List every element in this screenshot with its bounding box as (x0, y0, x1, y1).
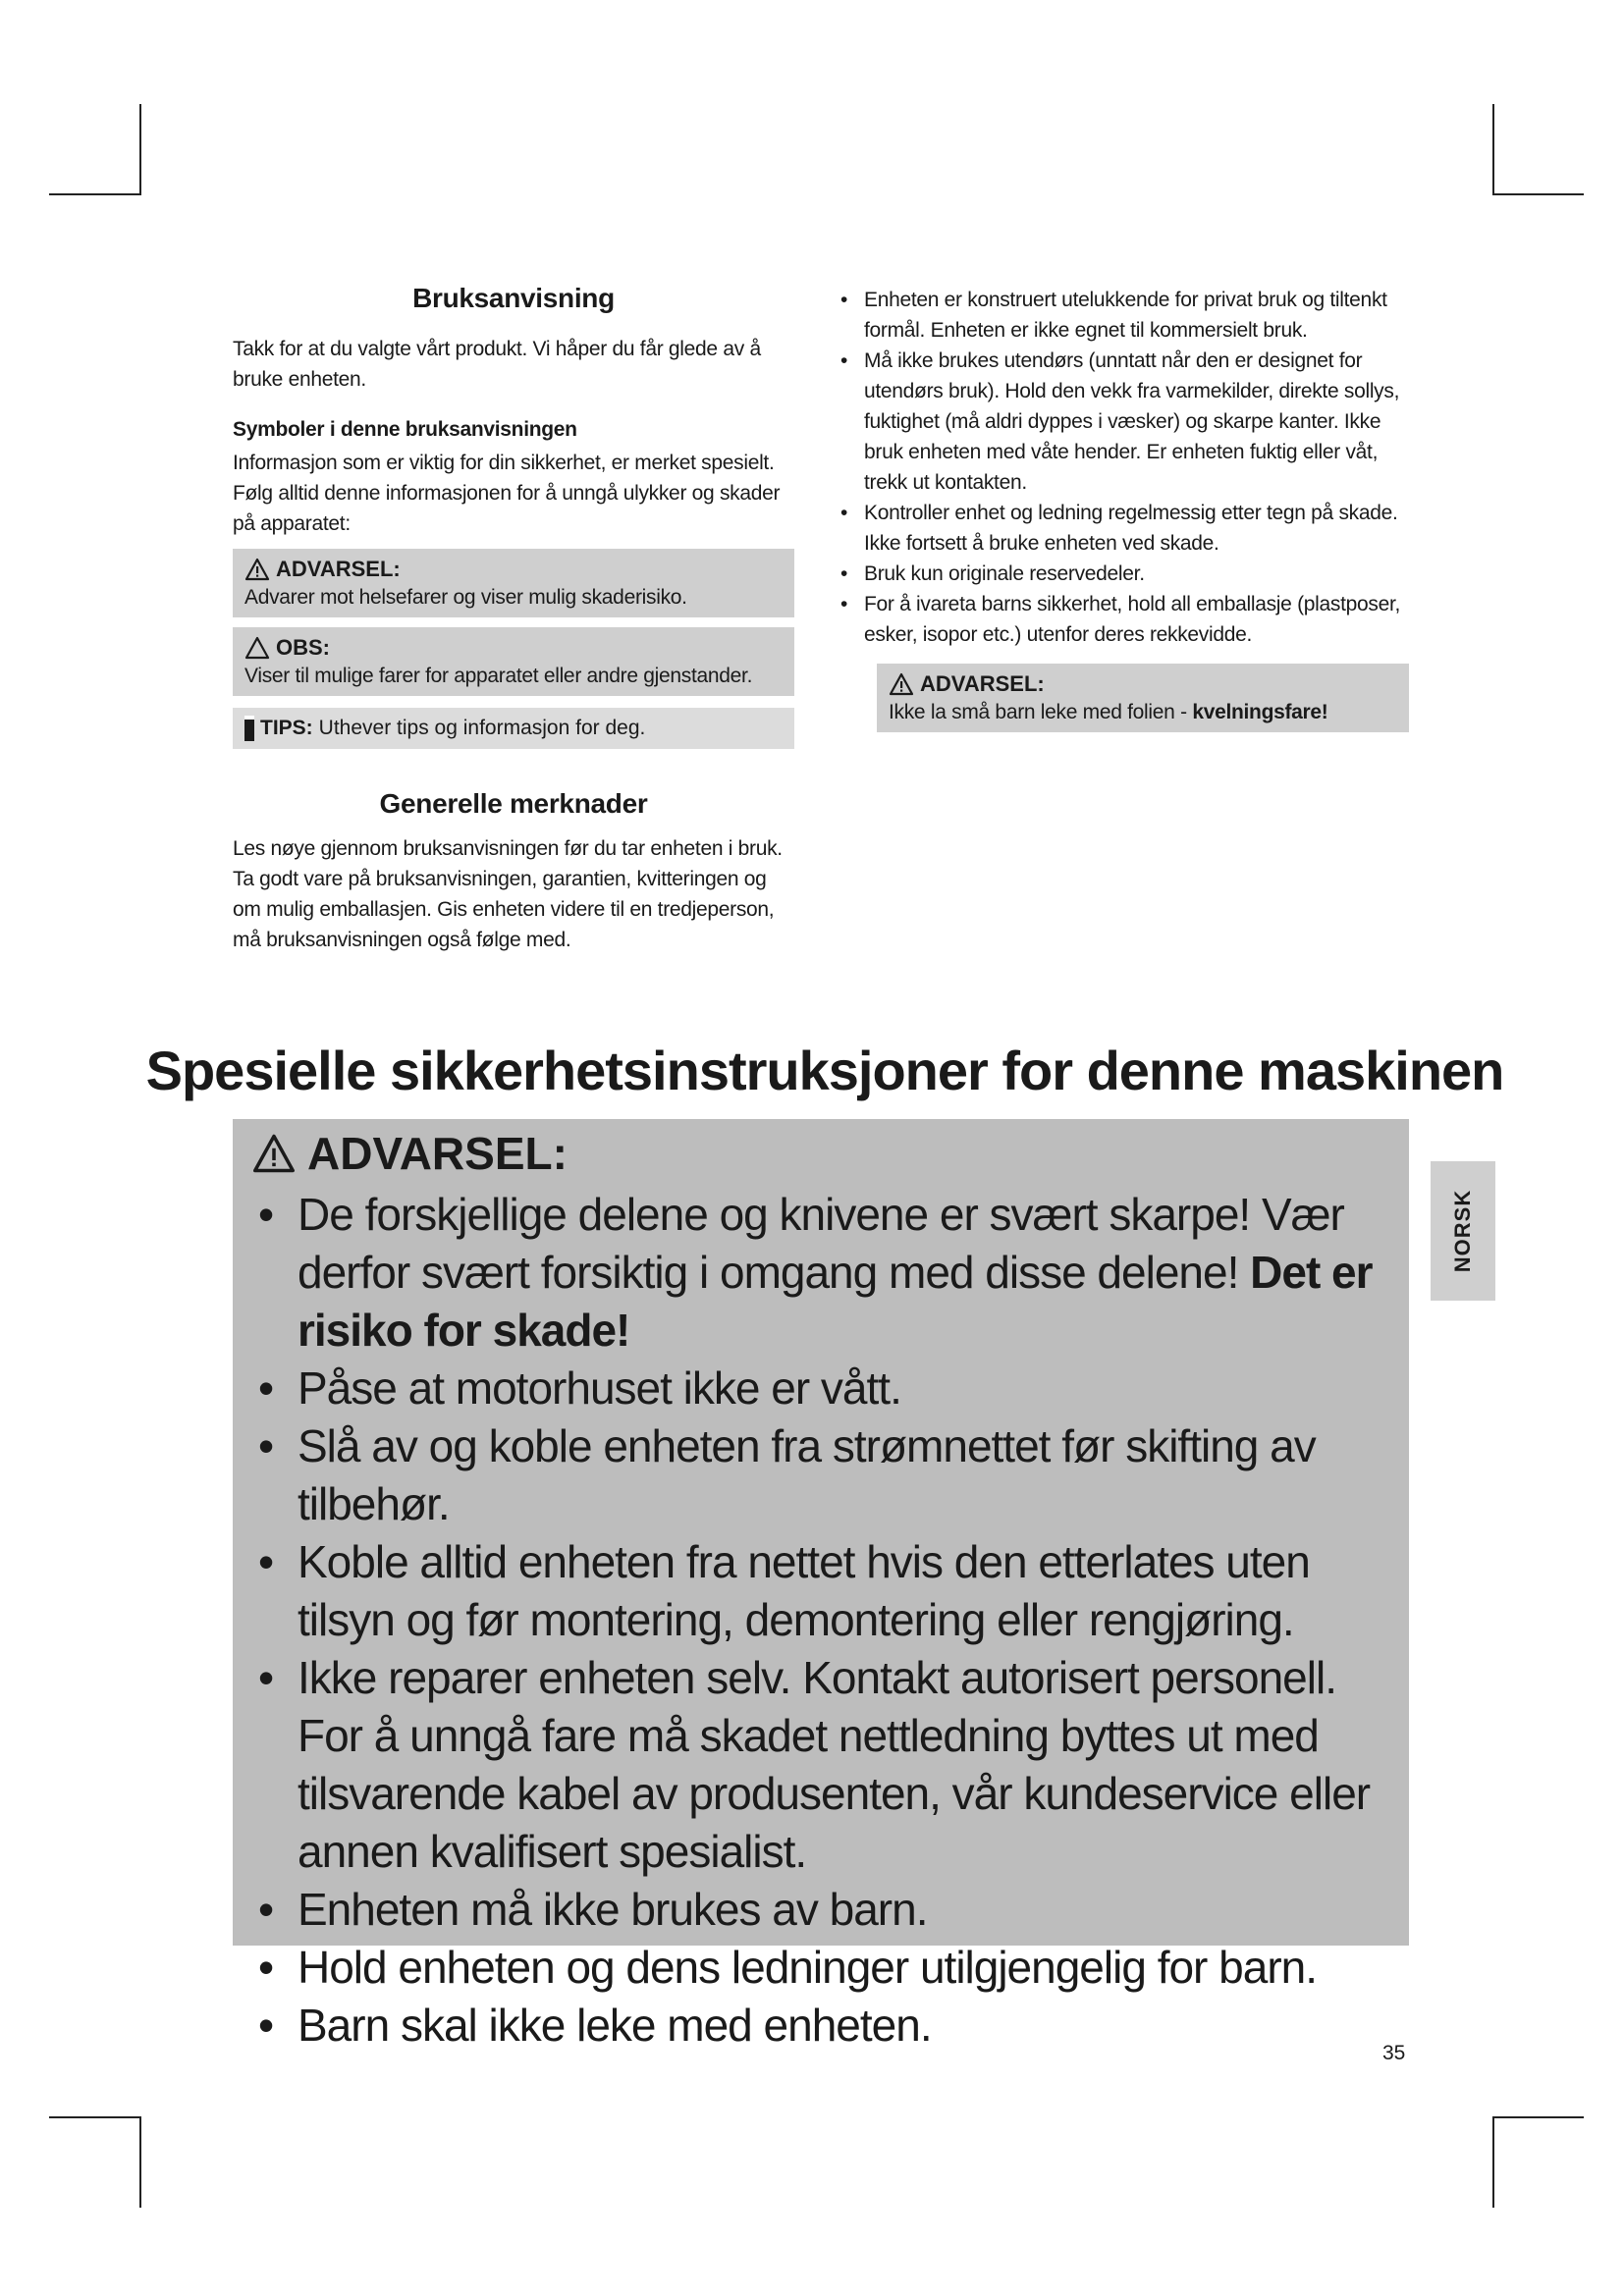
list-item: • For å ivareta barns sikkerhet, hold all emballasje (plastposer, esker, isopor etc.) utenfor deres rekkevidde. (835, 589, 1409, 650)
bruksanvisning-title: Bruksanvisning (412, 283, 615, 313)
page-number: 35 (1382, 2042, 1406, 2064)
list-item: • Hold enheten og dens ledninger utilgjengelig for barn. (250, 1939, 1389, 1997)
list-item: • Enheten må ikke brukes av barn. (250, 1881, 1389, 1939)
list-item: • Enheten er konstruert utelukkende for privat bruk og tiltenkt formål. Enheten er ikke egnet til kommersielt bruk. (835, 285, 1409, 346)
folie-warning-body: Ikke la små barn leke med folien - (889, 701, 1193, 723)
list-item: • Barn skal ikke leke med enheten. (250, 1997, 1389, 2055)
crop-mark (1492, 104, 1494, 195)
tips-text: Uthever tips og informasjon for deg. (318, 717, 646, 739)
crop-mark (49, 2116, 140, 2118)
crop-mark (1492, 2116, 1584, 2118)
warning-triangle-icon (250, 1133, 298, 1174)
list-item: • Bruk kun originale reservedeler. (835, 559, 1409, 589)
warning-text: Advarer mot helsefarer og viser mulig skaderisiko. (244, 586, 687, 609)
list-item: • Ikke reparer enheten selv. Kontakt autorisert personell. For å unngå fare må skadet nettledning byttes ut med tilsvarende kabel av produsenten, vår kundeservice eller annen kvalifisert spesialist. (250, 1649, 1389, 1881)
obs-title: OBS: (276, 635, 330, 660)
obs-text: Viser til mulige farer for apparatet eller andre gjenstander. (244, 665, 753, 687)
folie-warning-title: ADVARSEL: (920, 671, 1045, 696)
special-safety-list (250, 1186, 1389, 2055)
language-label: NORSK (1450, 1189, 1476, 1273)
general-safety-list (835, 285, 1409, 650)
right-column (835, 285, 1409, 732)
symbols-text: Informasjon som er viktig for din sikkerhet, er merket spesielt. Følg alltid denne informasjonen for å unngå ulykker og skader på apparatet: (233, 452, 781, 535)
folie-warning-bold: kvelningsfare! (1192, 701, 1328, 723)
folie-warning-text (889, 701, 1399, 724)
generelle-title: Generelle merknader (379, 788, 648, 819)
list-item: • De forskjellige delene og knivene er svært skarpe! Vær derfor svært forsiktig i omgang med disse delene! Det er risiko for skade! (250, 1186, 1389, 1360)
list-item: • Koble alltid enheten fra nettet hvis den etterlates uten tilsyn og før montering, demontering eller rengjøring. (250, 1533, 1389, 1649)
generelle-text: Les nøye gjennom bruksanvisningen før du tar enheten i bruk. Ta godt vare på bruksanvisningen, garantien, kvitteringen og om mulig emballasjen. Gis enheten videre til en tredjeperson, må bruksanvisningen også følge med. (233, 837, 783, 951)
left-column (233, 283, 794, 955)
risk-of-injury: Det er risiko for skade! (298, 1247, 1373, 1356)
list-item: • Må ikke brukes utendørs (unntatt når den er designet for utendørs bruk). Hold den vekk fra varmekilder, direkte sollys, fuktighet (må aldri dyppes i væsker) og skarpe kanter. Ikke bruk enheten med våte hender. Er enheten fuktig eller våt, trekk ut kontakten. (835, 346, 1409, 498)
crop-mark (139, 2116, 141, 2208)
warning-box (233, 549, 794, 617)
special-warning-title: ADVARSEL: (307, 1128, 568, 1179)
special-warning-box (233, 1119, 1409, 2051)
list-item: • Slå av og koble enheten fra strømnettet før skifting av tilbehør. (250, 1417, 1389, 1533)
warning-title: ADVARSEL: (276, 557, 401, 581)
info-icon (244, 716, 254, 741)
language-tab (1431, 1161, 1495, 1301)
crop-mark (49, 193, 140, 195)
caution-triangle-icon (244, 636, 270, 660)
tips-box (233, 708, 794, 749)
tips-title: TIPS: (260, 717, 313, 739)
symbols-heading: Symboler i denne bruksanvisningen (233, 418, 577, 441)
warning-triangle-icon (889, 672, 914, 696)
folie-warning-box (877, 664, 1409, 732)
obs-box (233, 627, 794, 696)
crop-mark (1492, 193, 1584, 195)
crop-mark (1492, 2116, 1494, 2208)
crop-mark (139, 104, 141, 195)
list-item: • Kontroller enhet og ledning regelmessig etter tegn på skade. Ikke fortsett å bruke enheten ved skade. (835, 498, 1409, 559)
special-title: Spesielle sikkerhetsinstruksjoner for denne maskinen (145, 1040, 1504, 1101)
warning-triangle-icon (244, 558, 270, 581)
list-item: • Påse at motorhuset ikke er vått. (250, 1360, 1389, 1417)
intro-text: Takk for at du valgte vårt produkt. Vi håper du får glede av å bruke enheten. (233, 338, 761, 391)
